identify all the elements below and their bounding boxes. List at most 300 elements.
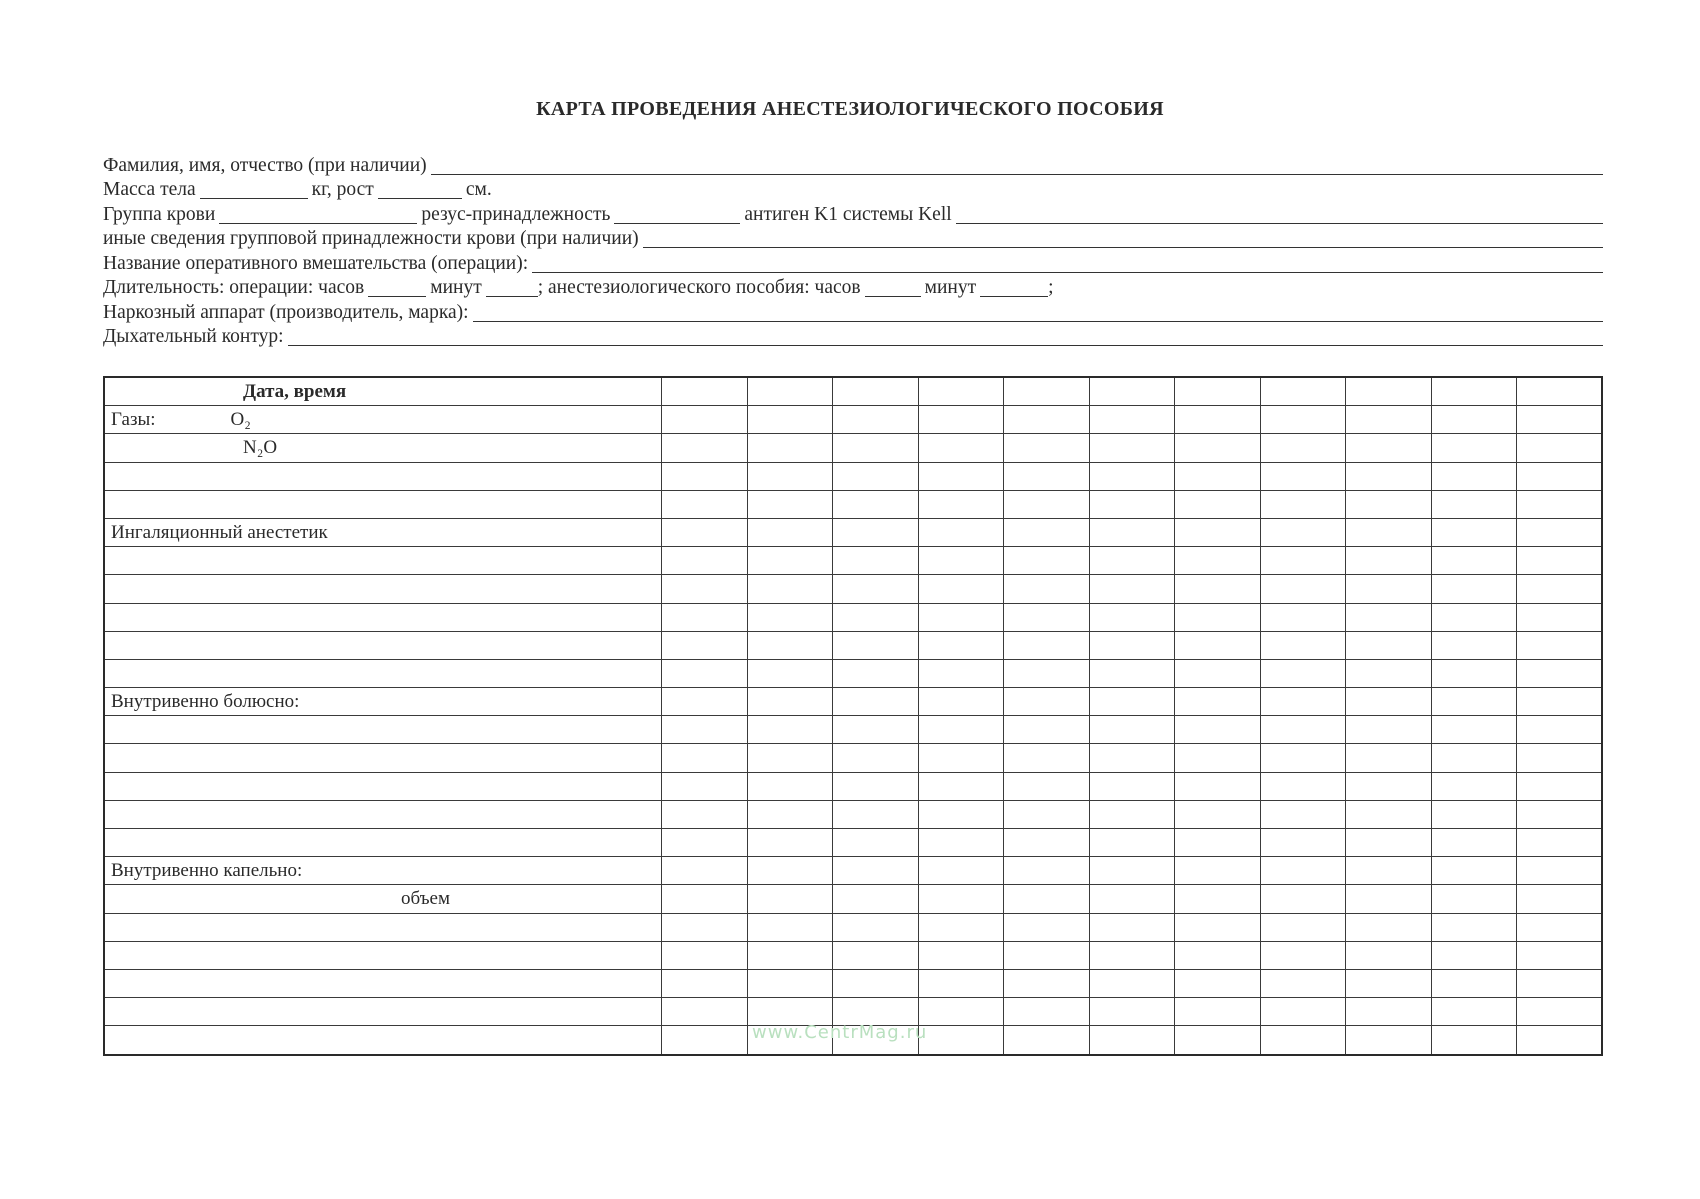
iv-drip-volume-row xyxy=(104,885,1602,913)
value-cell[interactable] xyxy=(1260,603,1346,631)
value-cell[interactable] xyxy=(1089,462,1175,490)
value-cell[interactable] xyxy=(1346,631,1432,659)
value-cell[interactable] xyxy=(747,659,833,687)
value-cell[interactable] xyxy=(1431,998,1517,1026)
value-cell[interactable] xyxy=(1431,744,1517,772)
value-cell[interactable] xyxy=(1517,490,1603,518)
value-cell[interactable] xyxy=(747,688,833,716)
value-cell[interactable] xyxy=(747,829,833,857)
value-cell[interactable] xyxy=(1517,377,1603,406)
value-cell[interactable] xyxy=(833,744,919,772)
value-cell[interactable] xyxy=(1175,772,1261,800)
value-cell[interactable] xyxy=(1004,434,1090,462)
value-cell[interactable] xyxy=(747,941,833,969)
value-cell[interactable] xyxy=(747,800,833,828)
value-cell[interactable] xyxy=(1260,1026,1346,1055)
value-cell[interactable] xyxy=(1431,688,1517,716)
value-cell[interactable] xyxy=(1517,631,1603,659)
value-cell[interactable] xyxy=(1089,688,1175,716)
apparatus-line xyxy=(103,299,1603,324)
value-cell[interactable] xyxy=(662,716,748,744)
value-cell[interactable] xyxy=(747,716,833,744)
inhal-row-1 xyxy=(104,547,1602,575)
value-cell[interactable] xyxy=(747,772,833,800)
value-cell[interactable] xyxy=(833,716,919,744)
value-cell[interactable] xyxy=(833,406,919,434)
value-cell[interactable] xyxy=(918,490,1004,518)
value-cell[interactable] xyxy=(1004,913,1090,941)
value-cell[interactable] xyxy=(918,829,1004,857)
value-cell[interactable] xyxy=(1089,518,1175,546)
value-cell[interactable] xyxy=(1004,829,1090,857)
value-cell[interactable] xyxy=(1175,603,1261,631)
value-cell[interactable] xyxy=(1517,406,1603,434)
value-cell[interactable] xyxy=(1089,800,1175,828)
value-cell[interactable] xyxy=(662,885,748,913)
header-label: Дата, время xyxy=(243,380,347,402)
value-cell[interactable] xyxy=(1260,857,1346,885)
value-cell[interactable] xyxy=(918,377,1004,406)
value-cell[interactable] xyxy=(918,941,1004,969)
value-cell[interactable] xyxy=(1175,490,1261,518)
apparatus-blank[interactable] xyxy=(473,304,1603,322)
value-cell[interactable] xyxy=(1260,772,1346,800)
value-cell[interactable] xyxy=(833,688,919,716)
value-cell[interactable] xyxy=(1346,688,1432,716)
value-cell[interactable] xyxy=(1260,547,1346,575)
value-cell[interactable] xyxy=(1517,969,1603,997)
value-cell[interactable] xyxy=(833,969,919,997)
value-cell[interactable] xyxy=(833,434,919,462)
value-cell[interactable] xyxy=(1175,659,1261,687)
value-cell[interactable] xyxy=(1260,462,1346,490)
value-cell[interactable] xyxy=(1260,998,1346,1026)
value-cell[interactable] xyxy=(1517,518,1603,546)
value-cell[interactable] xyxy=(1431,800,1517,828)
value-cell[interactable] xyxy=(1346,659,1432,687)
value-cell[interactable] xyxy=(1260,659,1346,687)
value-cell[interactable] xyxy=(1004,688,1090,716)
value-cell[interactable] xyxy=(1089,913,1175,941)
value-cell[interactable] xyxy=(1175,829,1261,857)
value-cell[interactable] xyxy=(833,462,919,490)
mass-line xyxy=(103,177,1603,202)
value-cell[interactable] xyxy=(747,631,833,659)
value-cell[interactable] xyxy=(1004,772,1090,800)
value-cell[interactable] xyxy=(1260,913,1346,941)
value-cell[interactable] xyxy=(1431,631,1517,659)
value-cell[interactable] xyxy=(918,800,1004,828)
value-cell[interactable] xyxy=(1004,941,1090,969)
value-cell[interactable] xyxy=(1346,716,1432,744)
value-cell[interactable] xyxy=(1517,829,1603,857)
value-cell[interactable] xyxy=(747,518,833,546)
value-cell[interactable] xyxy=(1346,518,1432,546)
value-cell[interactable] xyxy=(1004,518,1090,546)
value-cell[interactable] xyxy=(1517,744,1603,772)
value-cell[interactable] xyxy=(918,603,1004,631)
value-cell[interactable] xyxy=(1175,998,1261,1026)
value-cell[interactable] xyxy=(1089,434,1175,462)
value-cell[interactable] xyxy=(747,969,833,997)
value-cell[interactable] xyxy=(1175,518,1261,546)
value-cell[interactable] xyxy=(1089,547,1175,575)
value-cell[interactable] xyxy=(833,800,919,828)
value-cell[interactable] xyxy=(1004,575,1090,603)
value-cell[interactable] xyxy=(1346,857,1432,885)
value-cell[interactable] xyxy=(1260,575,1346,603)
value-cell[interactable] xyxy=(1517,688,1603,716)
value-cell[interactable] xyxy=(918,462,1004,490)
value-cell[interactable] xyxy=(1260,406,1346,434)
value-cell[interactable] xyxy=(662,800,748,828)
value-cell[interactable] xyxy=(747,377,833,406)
value-cell[interactable] xyxy=(1004,659,1090,687)
value-cell[interactable] xyxy=(1260,829,1346,857)
value-cell[interactable] xyxy=(1346,1026,1432,1055)
value-cell[interactable] xyxy=(747,406,833,434)
value-cell[interactable] xyxy=(918,518,1004,546)
value-cell[interactable] xyxy=(1346,885,1432,913)
value-cell[interactable] xyxy=(1260,716,1346,744)
value-cell[interactable] xyxy=(662,857,748,885)
value-cell[interactable] xyxy=(1089,406,1175,434)
value-cell[interactable] xyxy=(1431,913,1517,941)
value-cell[interactable] xyxy=(833,941,919,969)
value-cell[interactable] xyxy=(1089,829,1175,857)
value-cell[interactable] xyxy=(1431,941,1517,969)
value-cell[interactable] xyxy=(1431,857,1517,885)
iv-drip-row-1 xyxy=(104,913,1602,941)
value-cell[interactable] xyxy=(1260,800,1346,828)
value-cell[interactable] xyxy=(662,941,748,969)
value-cell[interactable] xyxy=(1431,434,1517,462)
kell-blank[interactable] xyxy=(956,206,1603,224)
value-cell[interactable] xyxy=(1431,490,1517,518)
value-cell[interactable] xyxy=(662,659,748,687)
value-cell[interactable] xyxy=(1004,716,1090,744)
value-cell[interactable] xyxy=(918,744,1004,772)
value-cell[interactable] xyxy=(662,518,748,546)
value-cell[interactable] xyxy=(1175,941,1261,969)
value-cell[interactable] xyxy=(1431,1026,1517,1055)
iv-drip-volume-label: объем xyxy=(401,887,450,909)
value-cell[interactable] xyxy=(1004,800,1090,828)
value-cell[interactable] xyxy=(1431,518,1517,546)
value-cell[interactable] xyxy=(918,913,1004,941)
height-label: кг, рост xyxy=(311,179,374,200)
value-cell[interactable] xyxy=(1517,857,1603,885)
value-cell[interactable] xyxy=(1175,377,1261,406)
value-cell[interactable] xyxy=(833,885,919,913)
value-cell[interactable] xyxy=(1431,575,1517,603)
anesth-hours-blank[interactable] xyxy=(865,279,921,297)
value-cell[interactable] xyxy=(1089,575,1175,603)
value-cell[interactable] xyxy=(1346,744,1432,772)
value-cell[interactable] xyxy=(747,603,833,631)
value-cell[interactable] xyxy=(1517,716,1603,744)
value-cell[interactable] xyxy=(1346,969,1432,997)
value-cell[interactable] xyxy=(1004,998,1090,1026)
value-cell[interactable] xyxy=(1431,406,1517,434)
value-cell[interactable] xyxy=(1089,744,1175,772)
value-cell[interactable] xyxy=(918,575,1004,603)
value-cell[interactable] xyxy=(918,969,1004,997)
blood-group-label: Группа крови xyxy=(103,203,216,225)
value-cell[interactable] xyxy=(662,434,748,462)
value-cell[interactable] xyxy=(1175,885,1261,913)
value-cell[interactable] xyxy=(1517,941,1603,969)
value-cell[interactable] xyxy=(1175,800,1261,828)
value-cell[interactable] xyxy=(1260,490,1346,518)
row-label-cell xyxy=(104,631,662,659)
value-cell[interactable] xyxy=(833,377,919,406)
value-cell[interactable] xyxy=(1517,800,1603,828)
anesth-minutes-label: минут xyxy=(924,277,977,298)
value-cell[interactable] xyxy=(662,998,748,1026)
value-cell[interactable] xyxy=(1346,998,1432,1026)
value-cell[interactable] xyxy=(1517,1026,1603,1055)
rhesus-blank[interactable] xyxy=(614,206,740,224)
circuit-line xyxy=(103,324,1603,349)
row-label-cell xyxy=(104,941,662,969)
op-minutes-blank[interactable] xyxy=(486,279,538,297)
value-cell[interactable] xyxy=(1260,969,1346,997)
fio-line xyxy=(103,152,1603,177)
value-cell[interactable] xyxy=(833,829,919,857)
value-cell[interactable] xyxy=(1175,744,1261,772)
blood-group-blank[interactable] xyxy=(219,206,417,224)
iv-drip-row-3 xyxy=(104,969,1602,997)
value-cell[interactable] xyxy=(1346,377,1432,406)
value-cell[interactable] xyxy=(662,575,748,603)
value-cell[interactable] xyxy=(1089,857,1175,885)
value-cell[interactable] xyxy=(1346,434,1432,462)
inhal-row-5 xyxy=(104,659,1602,687)
value-cell[interactable] xyxy=(747,462,833,490)
value-cell[interactable] xyxy=(662,1026,748,1055)
value-cell[interactable] xyxy=(1260,744,1346,772)
anesth-minutes-blank[interactable] xyxy=(980,279,1048,297)
value-cell[interactable] xyxy=(1004,547,1090,575)
value-cell[interactable] xyxy=(747,857,833,885)
mass-blank[interactable] xyxy=(200,181,308,199)
value-cell[interactable] xyxy=(833,631,919,659)
value-cell[interactable] xyxy=(1004,377,1090,406)
value-cell[interactable] xyxy=(1089,998,1175,1026)
value-cell[interactable] xyxy=(1260,941,1346,969)
value-cell[interactable] xyxy=(833,857,919,885)
value-cell[interactable] xyxy=(833,603,919,631)
value-cell[interactable] xyxy=(747,885,833,913)
value-cell[interactable] xyxy=(662,969,748,997)
value-cell[interactable] xyxy=(918,772,1004,800)
value-cell[interactable] xyxy=(1346,547,1432,575)
value-cell[interactable] xyxy=(1260,377,1346,406)
value-cell[interactable] xyxy=(662,829,748,857)
value-cell[interactable] xyxy=(1517,885,1603,913)
value-cell[interactable] xyxy=(662,688,748,716)
value-cell[interactable] xyxy=(1089,377,1175,406)
fio-blank[interactable] xyxy=(431,157,1603,175)
value-cell[interactable] xyxy=(833,575,919,603)
value-cell[interactable] xyxy=(1431,772,1517,800)
value-cell[interactable] xyxy=(1004,744,1090,772)
value-cell[interactable] xyxy=(1004,969,1090,997)
value-cell[interactable] xyxy=(1175,631,1261,659)
row-label-cell xyxy=(104,800,662,828)
value-cell[interactable] xyxy=(747,913,833,941)
value-cell[interactable] xyxy=(833,913,919,941)
value-cell[interactable] xyxy=(1431,547,1517,575)
value-cell[interactable] xyxy=(918,1026,1004,1055)
row-label-cell xyxy=(104,716,662,744)
value-cell[interactable] xyxy=(1346,941,1432,969)
row-label-cell xyxy=(104,885,662,913)
value-cell[interactable] xyxy=(1346,772,1432,800)
value-cell[interactable] xyxy=(1004,631,1090,659)
value-cell[interactable] xyxy=(1004,462,1090,490)
op-hours-blank[interactable] xyxy=(368,279,426,297)
value-cell[interactable] xyxy=(1346,462,1432,490)
value-cell[interactable] xyxy=(1517,998,1603,1026)
value-cell[interactable] xyxy=(747,547,833,575)
other-blood-blank[interactable] xyxy=(643,230,1603,248)
value-cell[interactable] xyxy=(1346,913,1432,941)
value-cell[interactable] xyxy=(1004,885,1090,913)
value-cell[interactable] xyxy=(1431,716,1517,744)
value-cell[interactable] xyxy=(1004,490,1090,518)
value-cell[interactable] xyxy=(918,998,1004,1026)
value-cell[interactable] xyxy=(1517,603,1603,631)
value-cell[interactable] xyxy=(1089,631,1175,659)
value-cell[interactable] xyxy=(1431,829,1517,857)
value-cell[interactable] xyxy=(918,547,1004,575)
value-cell[interactable] xyxy=(1346,603,1432,631)
value-cell[interactable] xyxy=(662,631,748,659)
value-cell[interactable] xyxy=(747,575,833,603)
value-cell[interactable] xyxy=(747,744,833,772)
value-cell[interactable] xyxy=(1517,913,1603,941)
value-cell[interactable] xyxy=(1175,575,1261,603)
value-cell[interactable] xyxy=(918,659,1004,687)
value-cell[interactable] xyxy=(1175,1026,1261,1055)
value-cell[interactable] xyxy=(1175,547,1261,575)
value-cell[interactable] xyxy=(1175,434,1261,462)
value-cell[interactable] xyxy=(1175,462,1261,490)
height-blank[interactable] xyxy=(378,181,462,199)
value-cell[interactable] xyxy=(1346,800,1432,828)
value-cell[interactable] xyxy=(1089,1026,1175,1055)
value-cell[interactable] xyxy=(1175,688,1261,716)
value-cell[interactable] xyxy=(747,434,833,462)
value-cell[interactable] xyxy=(918,688,1004,716)
value-cell[interactable] xyxy=(1260,885,1346,913)
value-cell[interactable] xyxy=(1346,490,1432,518)
operation-blank[interactable] xyxy=(532,255,1603,273)
value-cell[interactable] xyxy=(1517,462,1603,490)
value-cell[interactable] xyxy=(1260,434,1346,462)
value-cell[interactable] xyxy=(833,547,919,575)
value-cell[interactable] xyxy=(1517,547,1603,575)
op-minutes-label: минут xyxy=(430,277,482,298)
value-cell[interactable] xyxy=(1175,716,1261,744)
value-cell[interactable] xyxy=(918,406,1004,434)
value-cell[interactable] xyxy=(1260,688,1346,716)
value-cell[interactable] xyxy=(833,518,919,546)
value-cell[interactable] xyxy=(1260,518,1346,546)
value-cell[interactable] xyxy=(833,772,919,800)
value-cell[interactable] xyxy=(1431,885,1517,913)
value-cell[interactable] xyxy=(1089,603,1175,631)
value-cell[interactable] xyxy=(662,462,748,490)
value-cell[interactable] xyxy=(1431,377,1517,406)
value-cell[interactable] xyxy=(1517,772,1603,800)
value-cell[interactable] xyxy=(1431,969,1517,997)
value-cell[interactable] xyxy=(662,547,748,575)
value-cell[interactable] xyxy=(1004,406,1090,434)
value-cell[interactable] xyxy=(1089,716,1175,744)
circuit-blank[interactable] xyxy=(288,328,1603,346)
value-cell[interactable] xyxy=(1175,913,1261,941)
value-cell[interactable] xyxy=(1346,829,1432,857)
value-cell[interactable] xyxy=(918,857,1004,885)
value-cell[interactable] xyxy=(662,913,748,941)
value-cell[interactable] xyxy=(1089,772,1175,800)
value-cell[interactable] xyxy=(833,490,919,518)
value-cell[interactable] xyxy=(833,659,919,687)
value-cell[interactable] xyxy=(918,885,1004,913)
inhal-header-row xyxy=(104,518,1602,546)
value-cell[interactable] xyxy=(1004,857,1090,885)
inhal-row-3 xyxy=(104,603,1602,631)
value-cell[interactable] xyxy=(1089,885,1175,913)
value-cell[interactable] xyxy=(1004,1026,1090,1055)
value-cell[interactable] xyxy=(1346,406,1432,434)
gases-blank-row-2 xyxy=(104,490,1602,518)
value-cell[interactable] xyxy=(1260,631,1346,659)
value-cell[interactable] xyxy=(1004,603,1090,631)
value-cell[interactable] xyxy=(662,744,748,772)
value-cell[interactable] xyxy=(1517,434,1603,462)
value-cell[interactable] xyxy=(1517,575,1603,603)
value-cell[interactable] xyxy=(918,434,1004,462)
value-cell[interactable] xyxy=(662,603,748,631)
value-cell[interactable] xyxy=(662,490,748,518)
value-cell[interactable] xyxy=(1431,462,1517,490)
value-cell[interactable] xyxy=(1089,941,1175,969)
value-cell[interactable] xyxy=(1089,969,1175,997)
value-cell[interactable] xyxy=(1175,857,1261,885)
value-cell[interactable] xyxy=(1175,969,1261,997)
value-cell[interactable] xyxy=(747,490,833,518)
value-cell[interactable] xyxy=(918,716,1004,744)
cm-label: см. xyxy=(465,179,492,200)
value-cell[interactable] xyxy=(662,772,748,800)
value-cell[interactable] xyxy=(662,406,748,434)
value-cell[interactable] xyxy=(1089,659,1175,687)
value-cell[interactable] xyxy=(1346,575,1432,603)
value-cell[interactable] xyxy=(1175,406,1261,434)
value-cell[interactable] xyxy=(662,377,748,406)
iv-bolus-row-5 xyxy=(104,829,1602,857)
value-cell[interactable] xyxy=(1431,603,1517,631)
value-cell[interactable] xyxy=(1431,659,1517,687)
row-label-cell xyxy=(104,490,662,518)
value-cell[interactable] xyxy=(1517,659,1603,687)
value-cell[interactable] xyxy=(918,631,1004,659)
value-cell[interactable] xyxy=(1089,490,1175,518)
